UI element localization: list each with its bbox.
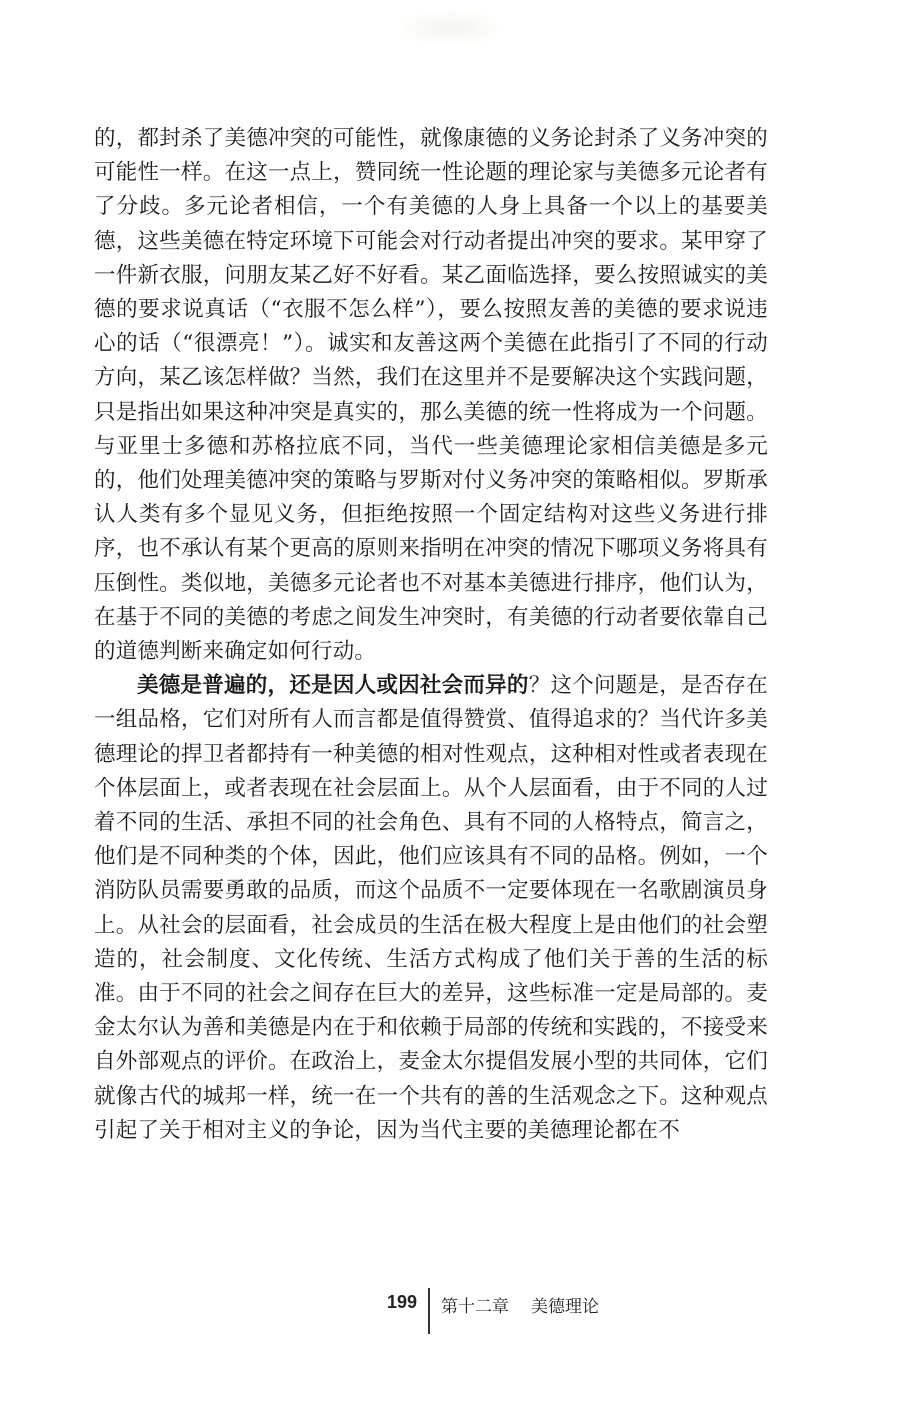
chapter-title: 美德理论 xyxy=(531,1297,599,1317)
page-number: 199 xyxy=(386,1292,417,1312)
paragraph-2-bold-lead: 美德是普遍的，还是因人或因社会而异的 xyxy=(137,673,529,699)
paragraph-1: 的，都封杀了美德冲突的可能性，就像康德的义务论封杀了义务冲突的可能性一样。在这一点上，赞同统一性论题的理论家与美德多元论者有了分歧。多元论者相信，一个有美德的人身上具备一个以上的基要美德，这些美德在特定环境下可能会对行动者提出冲突的要求。某甲穿了一件新衣服，问朋友某乙好不好看。某乙面临选择，要么按照诚实的美德的要求说真话（“衣服不怎么样”），要么按照友善的美德的要求说违心的话（“很漂亮！”）。诚实和友善这两个美德在此指引了不同的行动方向，某乙该怎样做？当然，我们在这里并不是要解决这个实践问题，只是指出如果这种冲突是真实的，那么美德的统一性将成为一个问题。与亚里士多德和苏格拉底不同，当代一些美德理论家相信美德是多元的，他们处理美德冲突的策略与罗斯对付义务冲突的策略相似。罗斯承认人类有多个显见义务，但拒绝按照一个固定结构对这些义务进行排序，也不承认有某个更高的原则来指明在冲突的情况下哪项义务将具有压倒性。类似地，美德多元论者也不对基本美德进行排序，他们认为，在基于不同的美德的考虑之间发生冲突时，有美德的行动者要依靠自己的道德判断来确定如何行动。 xyxy=(94,126,768,665)
scan-smudge xyxy=(395,8,505,48)
footer-divider xyxy=(428,1288,430,1334)
paragraph-2 xyxy=(94,669,768,1148)
chapter-label: 第十二章 xyxy=(441,1297,509,1317)
page-footer xyxy=(0,1288,900,1338)
paragraph-2-text: ？这个问题是，是否存在一组品格，它们对所有人而言都是值得赞赏、值得追求的？当代许多美德理论的捍卫者都持有一种美德的相对性观点，这种相对性或者表现在个体层面上，或者表现在社会层面上。从个人层面看，由于不同的人过着不同的生活、承担不同的社会角色、具有不同的人格特点，简言之，他们是不同种类的个体，因此，他们应该具有不同的品格。例如，一个消防队员需要勇敢的品质，而这个品质不一定要体现在一名歌剧演员身上。从社会的层面看，社会成员的生活在极大程度上是由他们的社会塑造的，社会制度、文化传统、生活方式构成了他们关于善的生活的标准。由于不同的社会之间存在巨大的差异，这些标准一定是局部的。麦金太尔认为善和美德是内在于和依赖于局部的传统和实践的，不接受来自外部观点的评价。在政治上，麦金太尔提倡发展小型的共同体，它们就像古代的城邦一样，统一在一个共有的善的生活观念之下。这种观点引起了关于相对主义的争论，因为当代主要的美德理论都在不 xyxy=(94,673,768,1143)
page-body xyxy=(94,122,768,1148)
